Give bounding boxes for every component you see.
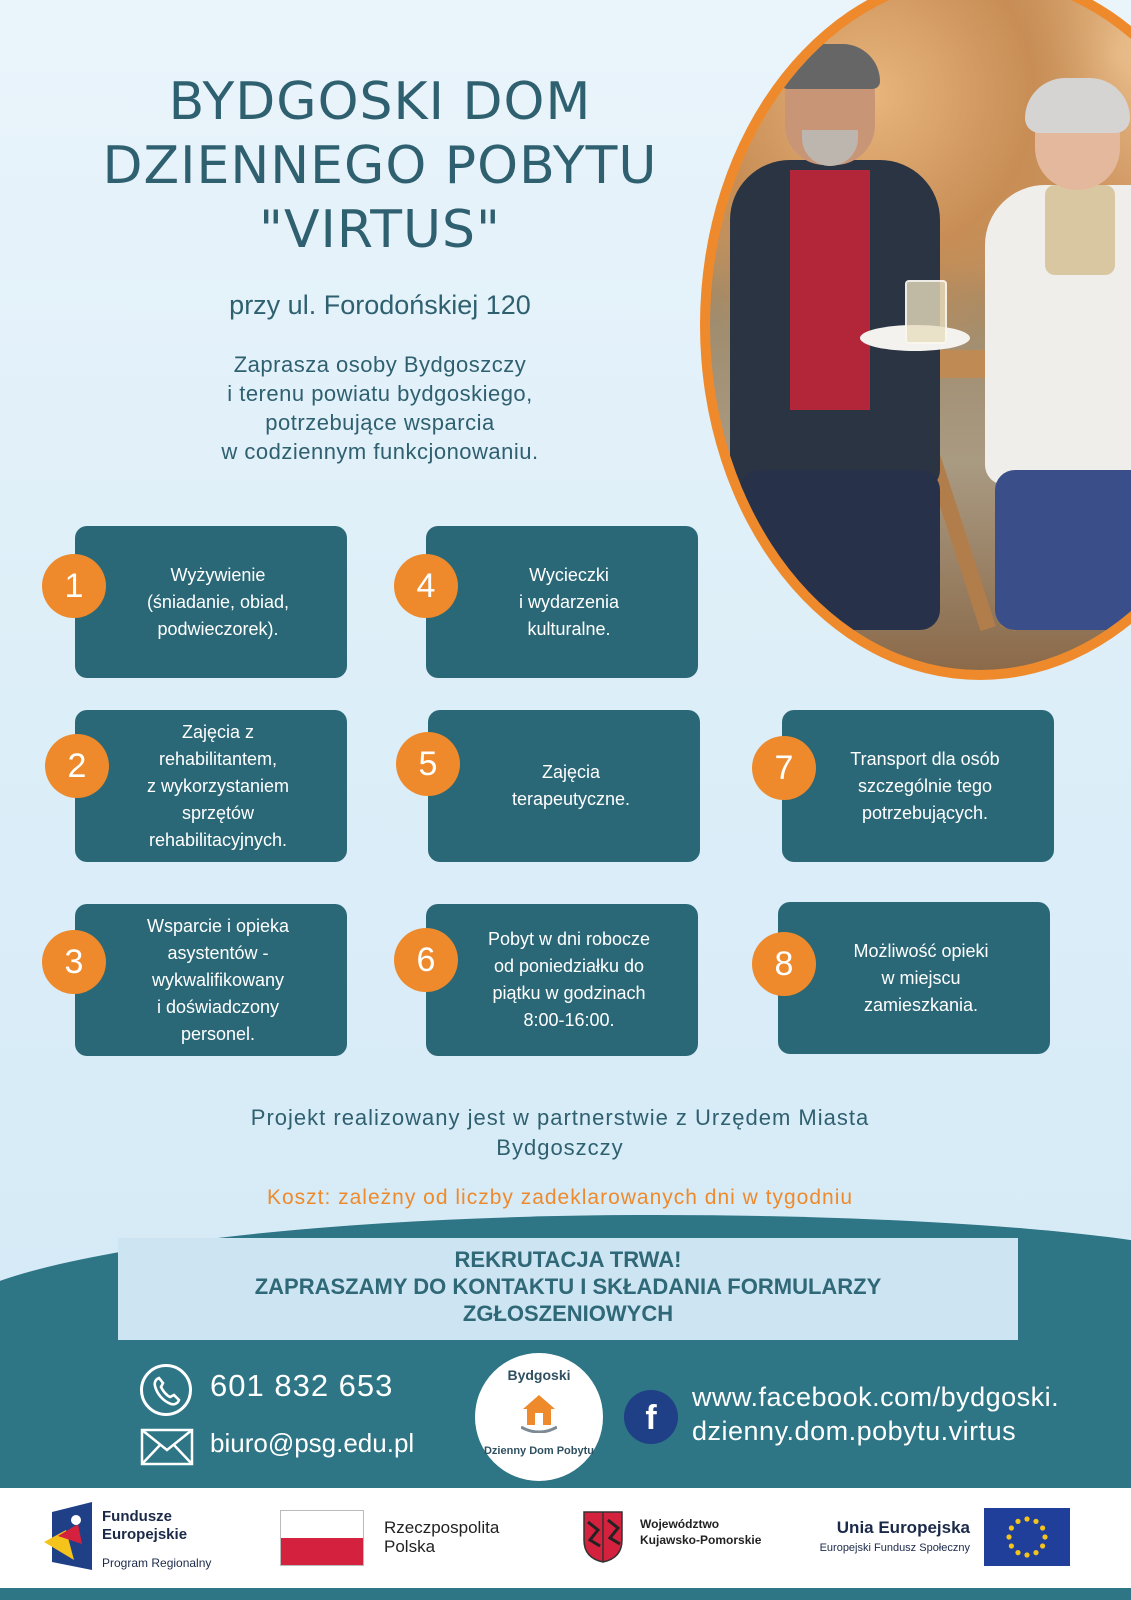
logo-top-text: Bydgoski [507,1367,571,1383]
man-legs [740,470,940,630]
man-shirt [790,170,870,410]
feature-line: personel. [180,1023,256,1044]
feature-text [488,926,650,1034]
feature-line: od poniedziałku do [493,956,645,976]
feature-line: w miejscu [881,967,961,988]
feature-text [519,562,619,643]
facebook-line: dzienny.dom.pobytu.virtus [692,1416,1017,1446]
feature-line: Wycieczki [529,564,609,585]
phone-icon [140,1364,192,1416]
envelope-icon [140,1428,194,1466]
partner-line: Bydgoszczy [496,1135,624,1160]
pl-line: Rzeczpospolita [384,1518,500,1537]
feature-card-1 [75,526,347,678]
facebook-line: www.facebook.com/bydgoski. [692,1382,1060,1412]
feature-line: terapeutyczne. [511,789,631,809]
feature-line: potrzebujących. [861,802,989,823]
feature-line: Zajęcia [541,762,600,782]
photo-woman [975,90,1131,610]
woman-legs [995,470,1131,630]
woman-scarf [1045,185,1115,275]
footer-stripe [0,1588,1131,1600]
feature-line: sprzętów [181,802,255,823]
feature-line: piątku w godzinach [492,983,646,1003]
program-regionalny-text: Program Regionalny [102,1556,212,1570]
recruitment-banner [118,1238,1018,1340]
feature-line: szczególnie tego [857,775,993,796]
banner-line: ZGŁOSZENIOWYCH [462,1301,674,1326]
feature-card-2 [75,710,347,862]
seniors-photo [700,0,1131,680]
feature-number-7: 7 [752,736,816,800]
photo-glass [905,280,947,344]
feature-card-5 [428,710,700,862]
feature-text [512,759,630,813]
address: przy ul. Forodońskiej 120 [229,290,531,320]
feature-text [147,719,289,854]
title-line-1: BYDGOSKI DOM [168,72,592,132]
house-icon [521,1393,557,1437]
feature-card-6 [426,904,698,1056]
cost-text: Koszt: zależny od liczby zadeklarowanych dni w tygodniu [266,1186,854,1209]
funding-logos-bar [0,1488,1131,1588]
fe-line: Europejskie [102,1526,188,1543]
rzeczpospolita-text [384,1518,499,1556]
feature-number-6: 6 [394,928,458,992]
partner-line: Projekt realizowany jest w partnerstwie z Urzędem Miasta [250,1105,870,1130]
efs-text: Europejski Fundusz Społeczny [819,1542,970,1554]
unia-europejska-text: Unia Europejska [836,1518,970,1537]
feature-text [147,562,289,643]
fundusze-europejskie-logo-icon [44,1502,94,1570]
partnership-text [150,1103,970,1163]
banner-line: REKRUTACJA TRWA! [454,1247,682,1272]
feature-line: (śniadanie, obiad, [146,591,290,612]
feature-text [853,938,988,1019]
kp-line: Kujawsko-Pomorskie [640,1533,762,1547]
feature-number-1: 1 [42,554,106,618]
feature-line: z wykorzystaniem [146,775,290,796]
feature-line: rehabilitantem, [158,748,278,769]
pl-line: Polska [384,1537,436,1556]
phone-number[interactable]: 601 832 653 [210,1368,394,1403]
feature-card-7 [782,710,1054,862]
poland-flag-icon [280,1510,364,1566]
feature-number-5: 5 [396,732,460,796]
man-hair [780,44,880,89]
feature-line: asystentów - [167,942,269,963]
feature-line: Zajęcia z [181,721,255,742]
invite-line: i terenu powiatu bydgoskiego, [227,381,533,406]
feature-line: i doświadczony [156,996,280,1017]
invite-line: potrzebujące wsparcia [265,410,495,435]
feature-card-3 [75,904,347,1056]
fundusze-europejskie-text [102,1508,187,1544]
feature-line: Transport dla osób [850,748,1000,769]
logo-bottom-text: Dzienny Dom Pobytu [483,1445,594,1457]
feature-line: wykwalifikowany [151,969,285,990]
invite-line: w codziennym funkcjonowaniu. [221,439,539,464]
feature-line: Wsparcie i opieka [146,915,290,936]
feature-text [147,913,289,1048]
feature-line: podwieczorek). [157,618,279,639]
facebook-link[interactable] [692,1380,1059,1448]
feature-card-8 [778,902,1050,1054]
banner-line: ZAPRASZAMY DO KONTAKTU I SKŁADANIA FORMULARZY [254,1274,882,1299]
invite-line: Zaprasza osoby Bydgoszczy [233,352,527,377]
ddp-logo [475,1353,603,1481]
feature-line: rehabilitacyjnych. [148,829,288,850]
poster-title [20,70,740,262]
email-address[interactable]: biuro@psg.edu.pl [210,1428,415,1458]
feature-number-2: 2 [45,734,109,798]
kujawsko-pomorskie-crest-icon [582,1510,624,1564]
eu-flag-icon [984,1508,1070,1566]
woman-hair [1025,78,1130,133]
feature-line: i wydarzenia [518,591,620,612]
kp-line: Województwo [640,1517,720,1531]
feature-line: zamieszkania. [863,994,979,1015]
feature-line: Wyżywienie [170,564,266,585]
invitation-text [20,350,740,466]
feature-number-8: 8 [752,932,816,996]
feature-line: kulturalne. [527,618,611,639]
wojewodztwo-text [640,1516,761,1548]
feature-line: Pobyt w dni robocze [487,929,651,949]
title-line-3: "VIRTUS" [259,200,501,260]
fe-line: Fundusze [102,1508,172,1525]
title-line-2: DZIENNEGO POBYTU [102,136,658,196]
feature-line: Możliwość opieki [853,940,989,961]
feature-card-4 [426,526,698,678]
feature-text [850,746,999,827]
facebook-icon: f [624,1390,678,1444]
feature-number-4: 4 [394,554,458,618]
feature-number-3: 3 [42,930,106,994]
feature-line: 8:00-16:00. [523,1010,615,1030]
